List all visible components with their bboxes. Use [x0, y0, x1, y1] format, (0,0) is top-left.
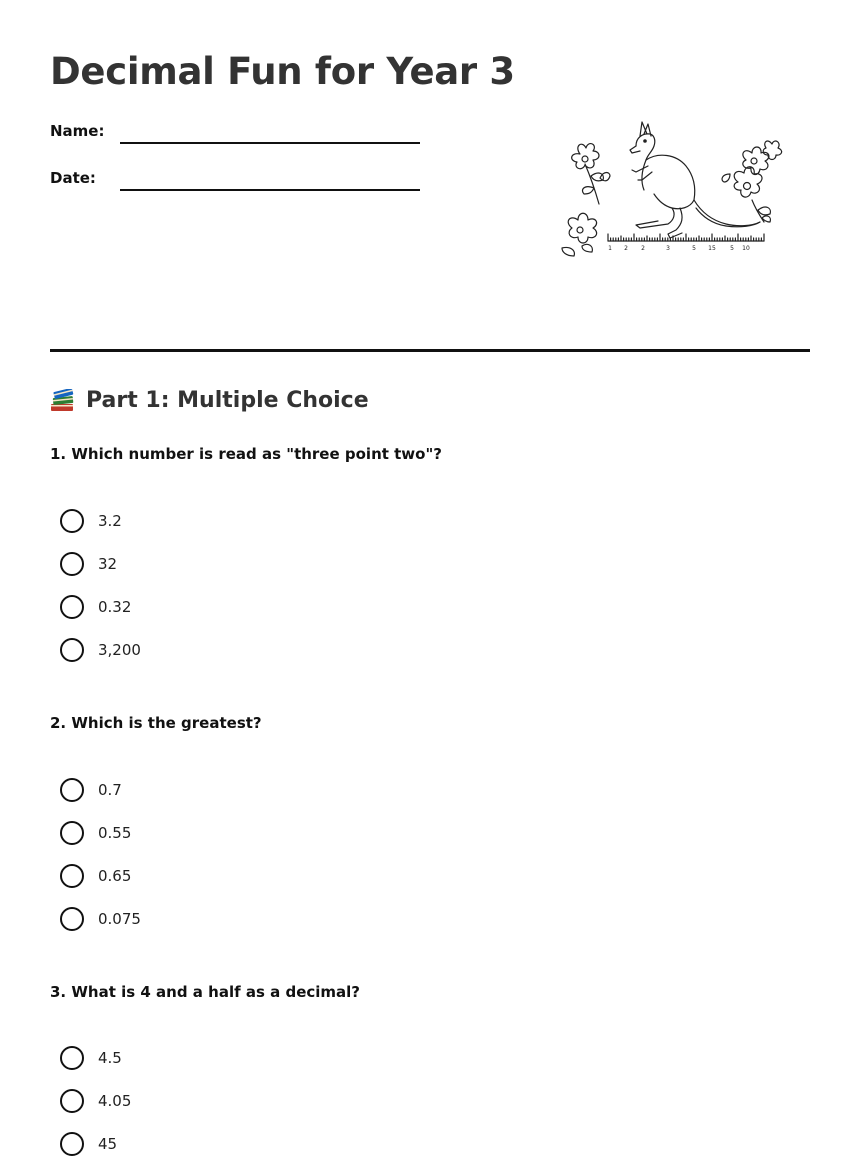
flower-icon [572, 144, 610, 204]
q2-option-2[interactable] [60, 820, 131, 846]
page-title: Decimal Fun for Year 3 [50, 50, 515, 93]
flower-icon [722, 141, 782, 222]
option-label: 4.05 [98, 1092, 132, 1110]
radio-button[interactable] [60, 778, 84, 802]
q2-option-4[interactable] [60, 906, 141, 932]
q1-option-2[interactable] [60, 551, 117, 577]
ruler-label: 3 [666, 245, 670, 252]
section-heading-text: Part 1: Multiple Choice [86, 388, 369, 413]
name-label: Name: [50, 122, 105, 140]
section-divider [50, 349, 810, 352]
radio-button[interactable] [60, 864, 84, 888]
date-label: Date: [50, 169, 96, 187]
option-label: 0.32 [98, 598, 132, 616]
books-icon [50, 389, 76, 413]
q3-option-3[interactable] [60, 1131, 117, 1157]
option-label: 3.2 [98, 512, 122, 530]
kangaroo-icon [630, 122, 760, 238]
option-label: 0.65 [98, 867, 132, 885]
q2-option-3[interactable] [60, 863, 131, 889]
option-label: 32 [98, 555, 118, 573]
option-label: 0.075 [98, 910, 141, 928]
option-label: 3,200 [98, 641, 141, 659]
q1-option-1[interactable] [60, 508, 122, 534]
q1-option-3[interactable] [60, 594, 131, 620]
ruler-label: 15 [708, 245, 716, 252]
radio-button[interactable] [60, 1132, 84, 1156]
radio-button[interactable] [60, 1089, 84, 1113]
radio-button[interactable] [60, 907, 84, 931]
question-1: 1. Which number is read as "three point two"? [50, 445, 442, 463]
date-input-line[interactable] [120, 189, 420, 191]
ruler-label: 5 [730, 245, 734, 252]
question-3: 3. What is 4 and a half as a decimal? [50, 983, 360, 1001]
q1-option-4[interactable] [60, 637, 141, 663]
ruler-label: 10 [742, 245, 750, 252]
name-input-line[interactable] [120, 142, 420, 144]
radio-button[interactable] [60, 821, 84, 845]
ruler-label: 2 [624, 245, 628, 252]
q3-option-1[interactable] [60, 1045, 122, 1071]
option-label: 0.7 [98, 781, 122, 799]
ruler-label: 2 [641, 245, 645, 252]
ruler-icon [608, 234, 764, 241]
radio-button[interactable] [60, 638, 84, 662]
option-label: 0.55 [98, 824, 132, 842]
question-2: 2. Which is the greatest? [50, 714, 262, 732]
radio-button[interactable] [60, 509, 84, 533]
ruler-label: 5 [692, 245, 696, 252]
ruler-label: 1 [608, 245, 612, 252]
q3-option-2[interactable] [60, 1088, 131, 1114]
radio-button[interactable] [60, 552, 84, 576]
radio-button[interactable] [60, 1046, 84, 1070]
kangaroo-illustration [552, 116, 788, 266]
radio-button[interactable] [60, 595, 84, 619]
flower-icon [562, 213, 597, 256]
section-heading [50, 388, 369, 413]
option-label: 45 [98, 1135, 118, 1153]
q2-option-1[interactable] [60, 777, 122, 803]
option-label: 4.5 [98, 1049, 122, 1067]
